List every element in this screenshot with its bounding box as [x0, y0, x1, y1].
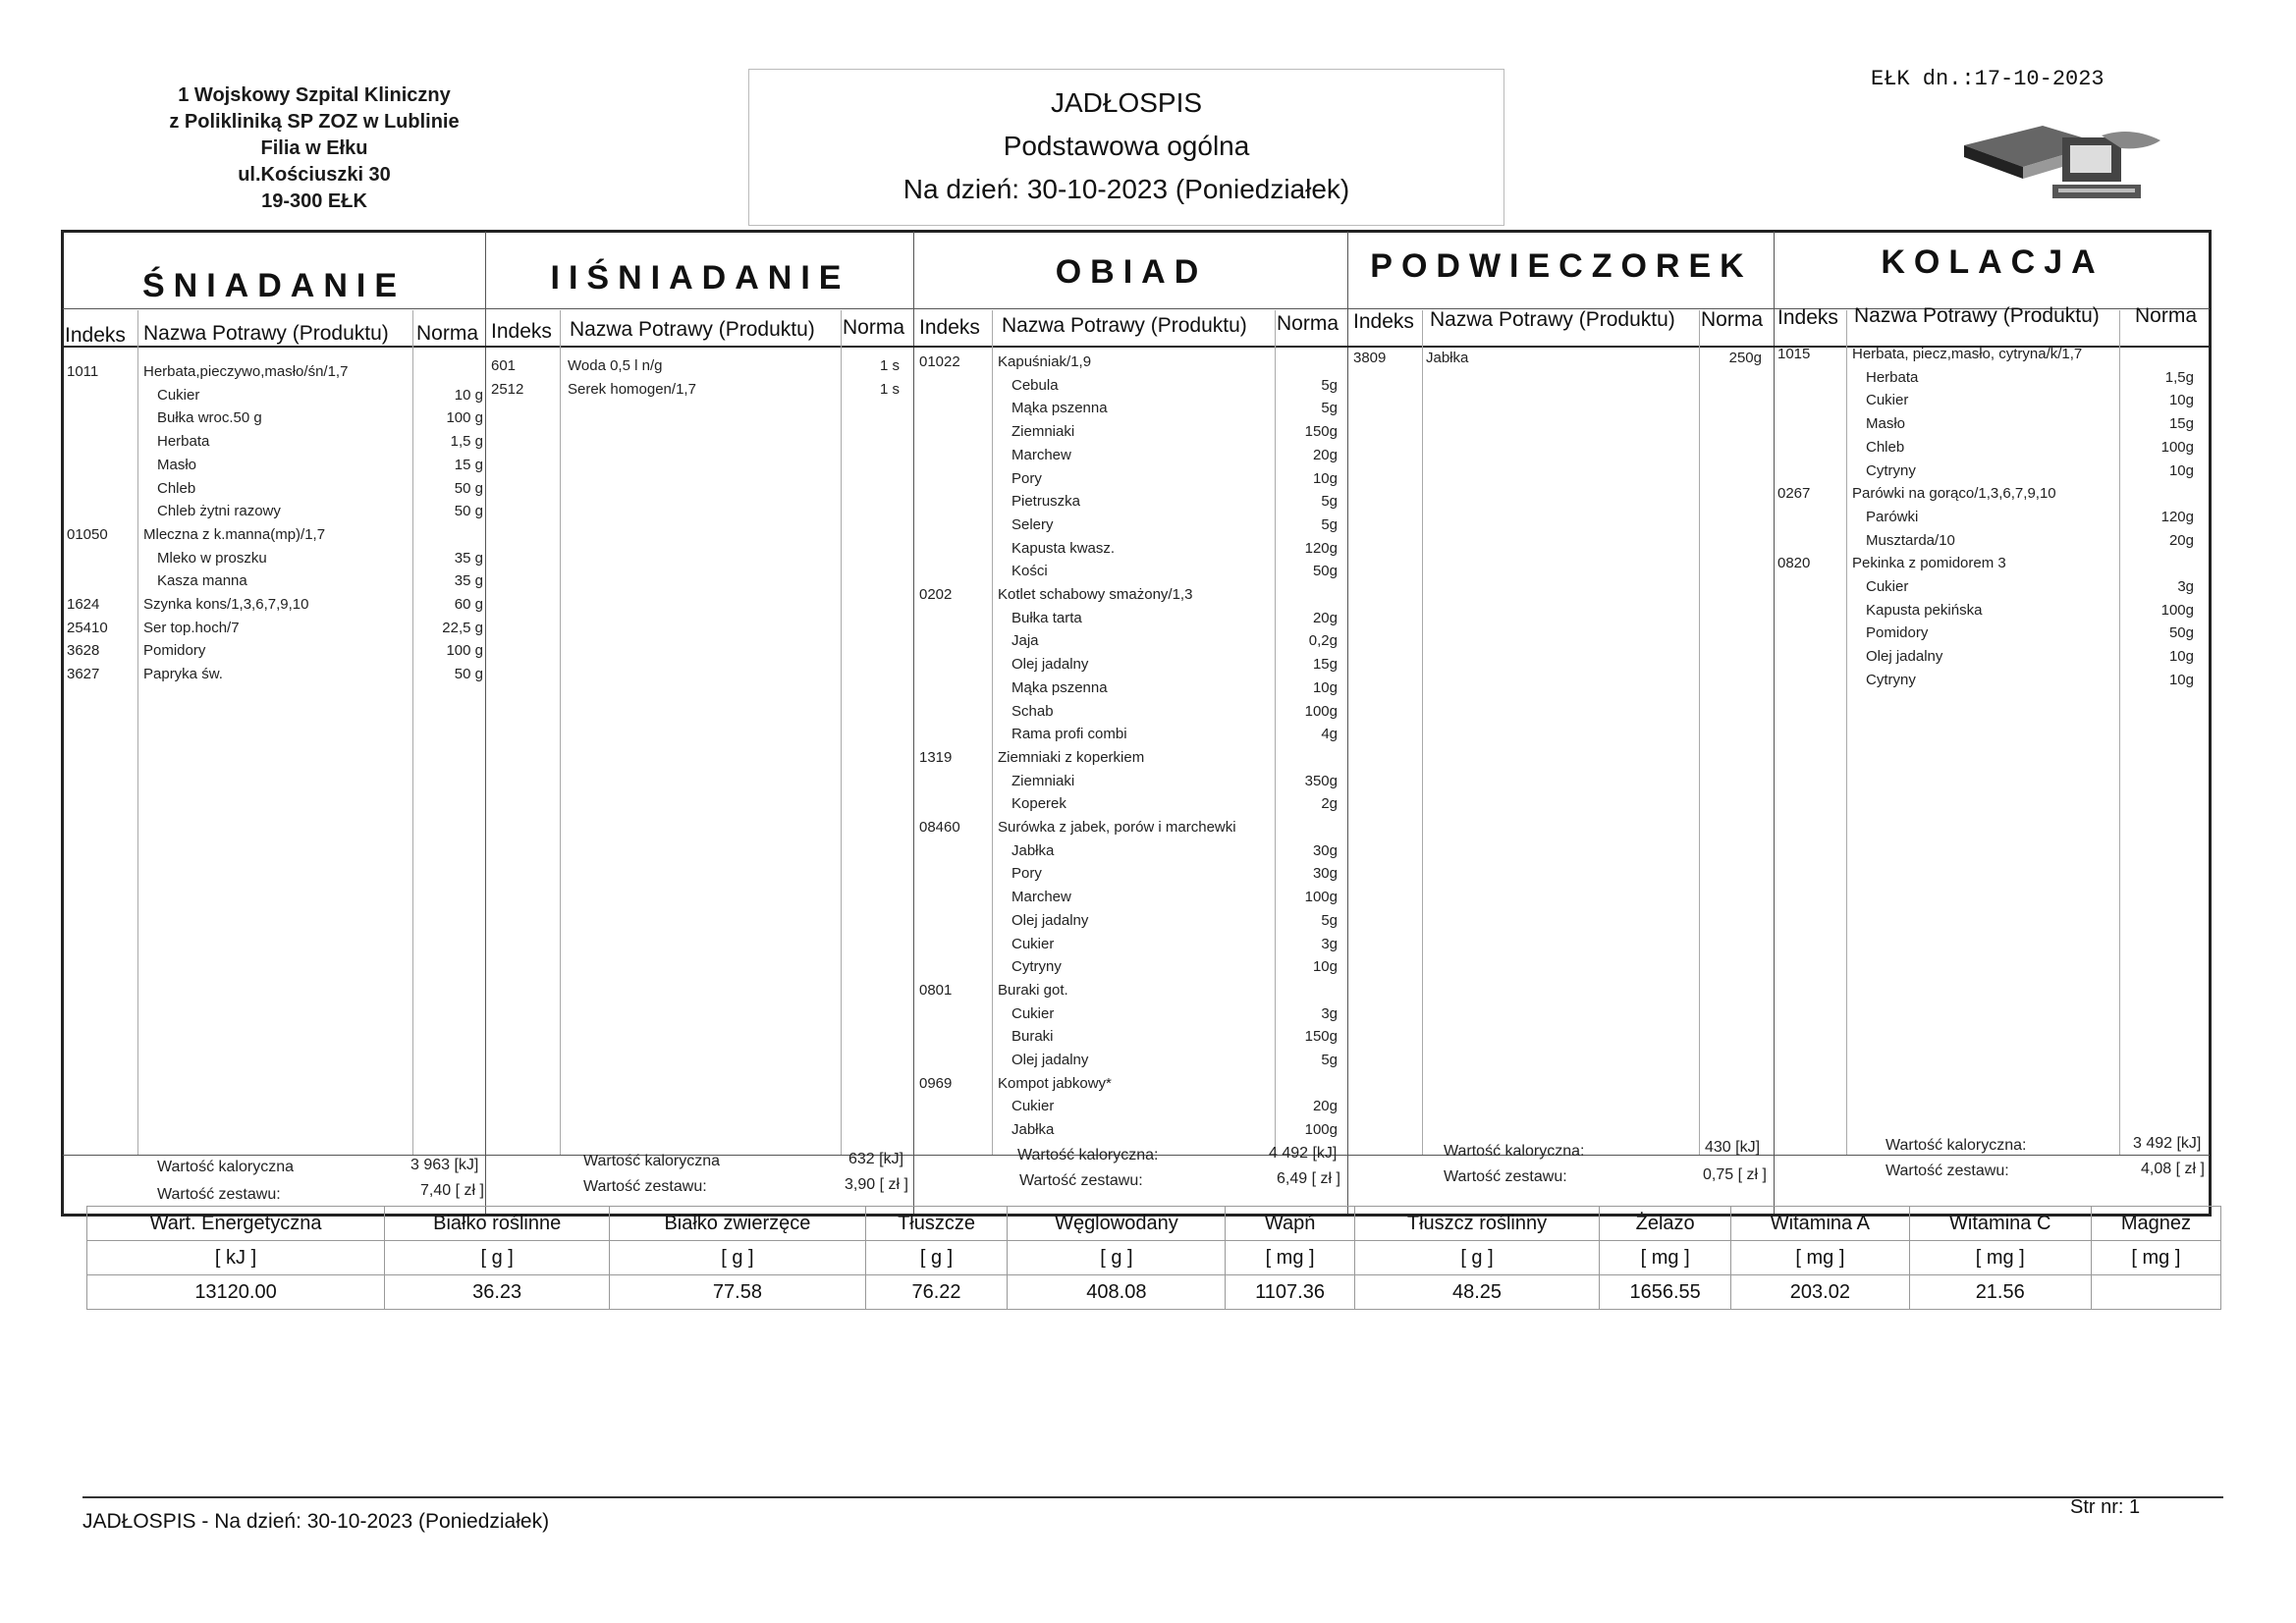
- colhead-indeks: Indeks: [1353, 310, 1414, 333]
- item-name: Mleko w proszku: [157, 549, 267, 567]
- item-name: Pietruszka: [1011, 493, 1081, 511]
- col-line: [841, 310, 842, 1155]
- item-name: Buraki: [1011, 1028, 1054, 1046]
- book-computer-logo-icon: [1954, 116, 2180, 209]
- item-name: Rama profi combi: [1011, 726, 1127, 743]
- kcal-value: 4 492 [kJ]: [1269, 1145, 1338, 1162]
- nutrition-units: [87, 1241, 2221, 1275]
- col-line: [1846, 310, 1847, 1155]
- item-norm: 20g: [1312, 1098, 1338, 1115]
- item-name: Olej jadalny: [1011, 911, 1089, 929]
- item-name: Kasza manna: [157, 572, 247, 590]
- item-index: 3627: [67, 666, 100, 683]
- item-norm: 35 g: [454, 549, 483, 567]
- kcal-label: Wartość kaloryczna:: [1017, 1147, 1159, 1163]
- item-name: Masło: [1866, 415, 1906, 433]
- item-name: Parówki: [1866, 508, 1919, 525]
- cost-label: Wartość zestawu:: [1019, 1172, 1143, 1189]
- nutrition-value-cell: 36.23: [385, 1275, 610, 1310]
- item-norm: 20g: [1312, 609, 1338, 626]
- hospital-city: 19-300 EŁK: [261, 190, 367, 212]
- cost-value: 3,90 [ zł ]: [845, 1176, 908, 1193]
- item-name: Jabłka: [1426, 350, 1469, 366]
- item-name: Olej jadalny: [1866, 648, 1943, 666]
- item-norm: 20g: [2168, 531, 2194, 549]
- item-name: Jaja: [1011, 632, 1039, 650]
- item-index: 01022: [919, 353, 960, 370]
- item-name: Herbata: [1866, 368, 1919, 386]
- item-norm: 1,5g: [2164, 368, 2194, 386]
- colhead-norma: Norma: [416, 322, 479, 345]
- colhead-nazwa: Nazwa Potrawy (Produktu): [570, 318, 815, 341]
- item-name: Papryka św.: [143, 666, 223, 683]
- nutrition-unit-cell: [ g ]: [865, 1241, 1008, 1275]
- item-index: 1319: [919, 748, 953, 766]
- diet-type: Podstawowa ogólna: [1003, 131, 1250, 161]
- item-norm: 35 g: [454, 572, 483, 590]
- item-norm: 5g: [1321, 400, 1338, 417]
- kcal-label: Wartość kaloryczna: [157, 1159, 294, 1175]
- item-norm: 100g: [1304, 702, 1338, 720]
- item-name: Pory: [1011, 469, 1042, 487]
- kcal-label: Wartość kaloryczna: [583, 1153, 720, 1169]
- item-index: 0801: [919, 981, 953, 999]
- item-name: Jabłka: [1011, 841, 1055, 859]
- page-title: JADŁOSPIS: [1050, 87, 1203, 118]
- item-norm: 5g: [1321, 911, 1338, 929]
- item-name: Herbata: [157, 433, 210, 451]
- item-norm: 100g: [2160, 601, 2194, 619]
- col-line: [1422, 310, 1423, 1155]
- item-norm: 2g: [1321, 795, 1338, 813]
- item-index: 601: [491, 357, 517, 374]
- meal-divider: [485, 232, 486, 1214]
- item-name: Kompot jabkowy*: [998, 1074, 1112, 1092]
- kcal-label: Wartość kaloryczna:: [1886, 1137, 2027, 1154]
- item-name: Ziemniaki: [1011, 772, 1075, 789]
- nutrition-header-cell: Białko roślinne: [385, 1207, 610, 1241]
- menu-date: Na dzień: 30-10-2023 (Poniedziałek): [902, 174, 1350, 204]
- item-name: Selery: [1011, 515, 1054, 533]
- item-name: Musztarda/10: [1866, 531, 1955, 549]
- nutrition-header-cell: Magnez: [2091, 1207, 2220, 1241]
- colhead-indeks: Indeks: [919, 316, 980, 339]
- nutrition-header-cell: Wapń: [1226, 1207, 1355, 1241]
- cost-value: 6,49 [ zł ]: [1277, 1170, 1340, 1187]
- item-norm: 5g: [1321, 376, 1338, 394]
- item-norm: 120g: [1304, 539, 1338, 557]
- item-norm: 150g: [1304, 423, 1338, 441]
- item-name: Cytryny: [1866, 461, 1916, 479]
- hospital-street: ul.Kościuszki 30: [238, 164, 391, 186]
- item-norm: 15g: [1312, 656, 1338, 674]
- hospital-address: [118, 82, 511, 215]
- nutrition-values: [87, 1275, 2221, 1310]
- item-name: Jabłka: [1011, 1121, 1055, 1139]
- title-box: [748, 69, 1504, 226]
- meal-heading-second-breakfast: IIŚNIADANIE: [550, 259, 850, 297]
- item-name: Cukier: [1011, 935, 1055, 952]
- item-norm: 22,5 g: [442, 619, 483, 636]
- nutrition-unit-cell: [ mg ]: [1600, 1241, 1731, 1275]
- item-name: Cytryny: [1011, 958, 1062, 976]
- item-norm: 1,5 g: [450, 433, 483, 451]
- item-name: Cukier: [1011, 1098, 1055, 1115]
- cost-label: Wartość zestawu:: [157, 1186, 281, 1203]
- cost-value: 0,75 [ zł ]: [1703, 1166, 1767, 1183]
- item-norm: 10g: [1312, 678, 1338, 696]
- nutrition-table: [86, 1206, 2221, 1310]
- meal-heading-lunch: OBIAD: [1055, 253, 1208, 291]
- colhead-norma: Norma: [1701, 308, 1764, 331]
- item-norm: 3g: [1321, 935, 1338, 952]
- item-norm: 100g: [1304, 889, 1338, 906]
- item-norm: 100 g: [446, 409, 483, 427]
- nutrition-value-cell: 77.58: [610, 1275, 865, 1310]
- kcal-value: 430 [kJ]: [1705, 1139, 1761, 1156]
- item-norm: 10g: [2168, 392, 2194, 409]
- nutrition-value-cell: 13120.00: [87, 1275, 385, 1310]
- nutrition-value-cell: 203.02: [1731, 1275, 1910, 1310]
- item-name: Schab: [1011, 702, 1054, 720]
- hospital-branch: Filia w Ełku: [260, 137, 368, 159]
- nutrition-header-cell: Żelazo: [1600, 1207, 1731, 1241]
- nutrition-unit-cell: [ mg ]: [1909, 1241, 2091, 1275]
- item-norm: 100 g: [446, 642, 483, 660]
- item-name: Koperek: [1011, 795, 1066, 813]
- col-line: [412, 310, 413, 1155]
- item-name: Cytryny: [1866, 671, 1916, 688]
- item-name: Mąka pszenna: [1011, 678, 1108, 696]
- item-name: Bułka wroc.50 g: [157, 409, 262, 427]
- col-line: [137, 310, 138, 1155]
- item-norm: 5g: [1321, 493, 1338, 511]
- nutrition-unit-cell: [ g ]: [385, 1241, 610, 1275]
- nutrition-header-cell: Tłuszcze: [865, 1207, 1008, 1241]
- nutrition-header-cell: Tłuszcz roślinny: [1354, 1207, 1599, 1241]
- meal-divider: [913, 232, 914, 1214]
- item-norm: 100g: [1304, 1121, 1338, 1139]
- nutrition-unit-cell: [ kJ ]: [87, 1241, 385, 1275]
- item-name: Olej jadalny: [1011, 656, 1089, 674]
- colhead-nazwa: Nazwa Potrawy (Produktu): [1002, 314, 1247, 337]
- item-name: Kości: [1011, 563, 1048, 580]
- item-norm: 60 g: [454, 596, 483, 613]
- item-name: Kotlet schabowy smażony/1,3: [998, 586, 1193, 603]
- footer-text: JADŁOSPIS - Na dzień: 30-10-2023 (Poniedziałek): [82, 1510, 550, 1533]
- col-line: [992, 310, 993, 1155]
- item-name: Bułka tarta: [1011, 609, 1082, 626]
- item-name: Ser top.hoch/7: [143, 619, 240, 636]
- item-norm: 50 g: [454, 479, 483, 497]
- item-norm: 10g: [1312, 469, 1338, 487]
- item-norm: 10g: [2168, 461, 2194, 479]
- item-norm: 350g: [1304, 772, 1338, 789]
- item-name: Pomidory: [143, 642, 206, 660]
- item-name: Chleb żytni razowy: [157, 503, 281, 520]
- item-index: 08460: [919, 819, 960, 836]
- nutrition-header-cell: Wart. Energetyczna: [87, 1207, 385, 1241]
- cost-value: 4,08 [ zł ]: [2141, 1161, 2205, 1177]
- item-name: Mleczna z k.manna(mp)/1,7: [143, 525, 326, 543]
- item-norm: 250g: [1728, 350, 1762, 366]
- item-name: Kapuśniak/1,9: [998, 353, 1092, 370]
- colhead-norma: Norma: [2135, 304, 2198, 327]
- colhead-indeks: Indeks: [1777, 306, 1838, 329]
- item-name: Ziemniaki: [1011, 423, 1075, 441]
- nutrition-header-cell: Witamina A: [1731, 1207, 1910, 1241]
- kcal-value: 632 [kJ]: [848, 1151, 904, 1167]
- item-name: Cukier: [1866, 578, 1909, 595]
- item-name: Serek homogen/1,7: [568, 380, 696, 398]
- hospital-clinic: z Polikliniką SP ZOZ w Lublinie: [169, 111, 460, 133]
- item-name: Chleb: [157, 479, 196, 497]
- item-norm: 10g: [1312, 958, 1338, 976]
- colhead-norma: Norma: [1277, 312, 1339, 335]
- item-name: Kapusta kwasz.: [1011, 539, 1116, 557]
- item-norm: 100g: [2160, 438, 2194, 456]
- nutrition-unit-cell: [ mg ]: [1226, 1241, 1355, 1275]
- nutrition-value-cell: [2091, 1275, 2220, 1310]
- item-norm: 3g: [1321, 1004, 1338, 1022]
- cost-label: Wartość zestawu:: [583, 1178, 707, 1195]
- nutrition-value-cell: 1107.36: [1226, 1275, 1355, 1310]
- item-index: 1011: [67, 363, 99, 380]
- item-norm: 1 s: [879, 380, 900, 398]
- col-line: [2119, 310, 2120, 1155]
- colhead-indeks: Indeks: [491, 320, 552, 343]
- item-index: 0267: [1777, 485, 1811, 503]
- item-name: Parówki na gorąco/1,3,6,7,9,10: [1852, 485, 2056, 503]
- item-name: Cukier: [1866, 392, 1909, 409]
- item-norm: 50 g: [454, 666, 483, 683]
- cost-label: Wartość zestawu:: [1886, 1163, 2009, 1179]
- item-norm: 50g: [2168, 624, 2194, 642]
- item-norm: 10g: [2168, 671, 2194, 688]
- nutrition-unit-cell: [ g ]: [610, 1241, 865, 1275]
- cost-label: Wartość zestawu:: [1444, 1168, 1567, 1185]
- nutrition-value-cell: 408.08: [1008, 1275, 1226, 1310]
- nutrition-value-cell: 21.56: [1909, 1275, 2091, 1310]
- nutrition-header-cell: Białko zwierzęce: [610, 1207, 865, 1241]
- colhead-indeks: Indeks: [65, 324, 126, 347]
- meal-heading-supper: KOLACJA: [1881, 243, 2105, 281]
- item-norm: 3g: [2177, 578, 2194, 595]
- item-name: Marchew: [1011, 446, 1071, 463]
- kcal-value: 3 492 [kJ]: [2133, 1135, 2202, 1152]
- item-name: Masło: [157, 456, 197, 473]
- item-index: 1015: [1777, 346, 1811, 362]
- item-name: Cebula: [1011, 376, 1059, 394]
- cost-value: 7,40 [ zł ]: [420, 1182, 484, 1199]
- nutrition-value-cell: 48.25: [1354, 1275, 1599, 1310]
- item-index: 1624: [67, 596, 100, 613]
- item-index: 01050: [67, 525, 108, 543]
- meal-heading-breakfast: ŚNIADANIE: [141, 267, 407, 304]
- item-norm: 5g: [1321, 1052, 1338, 1068]
- nutrition-value-cell: 76.22: [865, 1275, 1008, 1310]
- item-index: 25410: [67, 619, 108, 636]
- nutrition-value-cell: 1656.55: [1600, 1275, 1731, 1310]
- item-norm: 10 g: [454, 386, 483, 404]
- item-name: Pomidory: [1866, 624, 1929, 642]
- footer-line: [82, 1496, 2223, 1498]
- item-index: 0820: [1777, 555, 1811, 572]
- colhead-nazwa: Nazwa Potrawy (Produktu): [1854, 304, 2100, 327]
- col-line: [1699, 310, 1700, 1155]
- item-name: Mąka pszenna: [1011, 400, 1108, 417]
- item-norm: 1 s: [879, 357, 900, 374]
- item-name: Marchew: [1011, 889, 1071, 906]
- item-index: 2512: [491, 380, 524, 398]
- colhead-norma: Norma: [843, 316, 905, 339]
- meal-divider: [1774, 232, 1775, 1214]
- item-name: Chleb: [1866, 438, 1905, 456]
- item-name: Buraki got.: [998, 981, 1068, 999]
- item-norm: 5g: [1321, 515, 1338, 533]
- item-norm: 15g: [2168, 415, 2194, 433]
- meal-heading-afternoon-snack: PODWIECZOREK: [1370, 247, 1753, 285]
- item-index: 3809: [1353, 350, 1387, 366]
- hospital-name: 1 Wojskowy Szpital Kliniczny: [178, 84, 451, 106]
- kcal-value: 3 963 [kJ]: [410, 1157, 479, 1173]
- item-norm: 50 g: [454, 503, 483, 520]
- col-line: [560, 310, 561, 1155]
- item-index: 0202: [919, 586, 953, 603]
- item-norm: 30g: [1312, 841, 1338, 859]
- print-date: EŁK dn.:17-10-2023: [1871, 67, 2105, 91]
- colhead-nazwa: Nazwa Potrawy (Produktu): [143, 322, 389, 345]
- item-norm: 50g: [1312, 563, 1338, 580]
- item-norm: 15 g: [454, 456, 483, 473]
- item-name: Cukier: [157, 386, 200, 404]
- item-name: Szynka kons/1,3,6,7,9,10: [143, 596, 309, 613]
- nutrition-header-cell: Węglowodany: [1008, 1207, 1226, 1241]
- item-name: Kapusta pekińska: [1866, 601, 1983, 619]
- item-name: Pekinka z pomidorem 3: [1852, 555, 2006, 572]
- meal-divider: [1347, 232, 1348, 1214]
- item-norm: 0,2g: [1308, 632, 1338, 650]
- nutrition-unit-cell: [ g ]: [1008, 1241, 1226, 1275]
- item-norm: 120g: [2160, 508, 2194, 525]
- item-norm: 20g: [1312, 446, 1338, 463]
- page-number: Str nr: 1: [2070, 1496, 2141, 1518]
- item-name: Herbata,pieczywo,masło/śn/1,7: [143, 363, 349, 380]
- item-name: Woda 0,5 l n/g: [568, 357, 663, 374]
- nutrition-unit-cell: [ g ]: [1354, 1241, 1599, 1275]
- item-name: Surówka z jabek, porów i marchewki: [998, 819, 1236, 836]
- nutrition-unit-cell: [ mg ]: [1731, 1241, 1910, 1275]
- item-norm: 10g: [2168, 648, 2194, 666]
- item-name: Ziemniaki z koperkiem: [998, 748, 1145, 766]
- kcal-label: Wartość kaloryczna:: [1444, 1143, 1585, 1160]
- item-norm: 4g: [1321, 726, 1338, 743]
- item-norm: 30g: [1312, 865, 1338, 883]
- nutrition-headers: [87, 1207, 2221, 1241]
- item-name: Pory: [1011, 865, 1042, 883]
- col-line: [1275, 310, 1276, 1155]
- item-name: Herbata, piecz,masło, cytryna/k/1,7: [1852, 346, 2083, 362]
- item-index: 3628: [67, 642, 100, 660]
- item-norm: 150g: [1304, 1028, 1338, 1046]
- nutrition-header-cell: Witamina C: [1909, 1207, 2091, 1241]
- item-index: 0969: [919, 1074, 953, 1092]
- nutrition-unit-cell: [ mg ]: [2091, 1241, 2220, 1275]
- item-name: Cukier: [1011, 1004, 1055, 1022]
- item-name: Olej jadalny: [1011, 1052, 1089, 1068]
- colhead-nazwa: Nazwa Potrawy (Produktu): [1430, 308, 1675, 331]
